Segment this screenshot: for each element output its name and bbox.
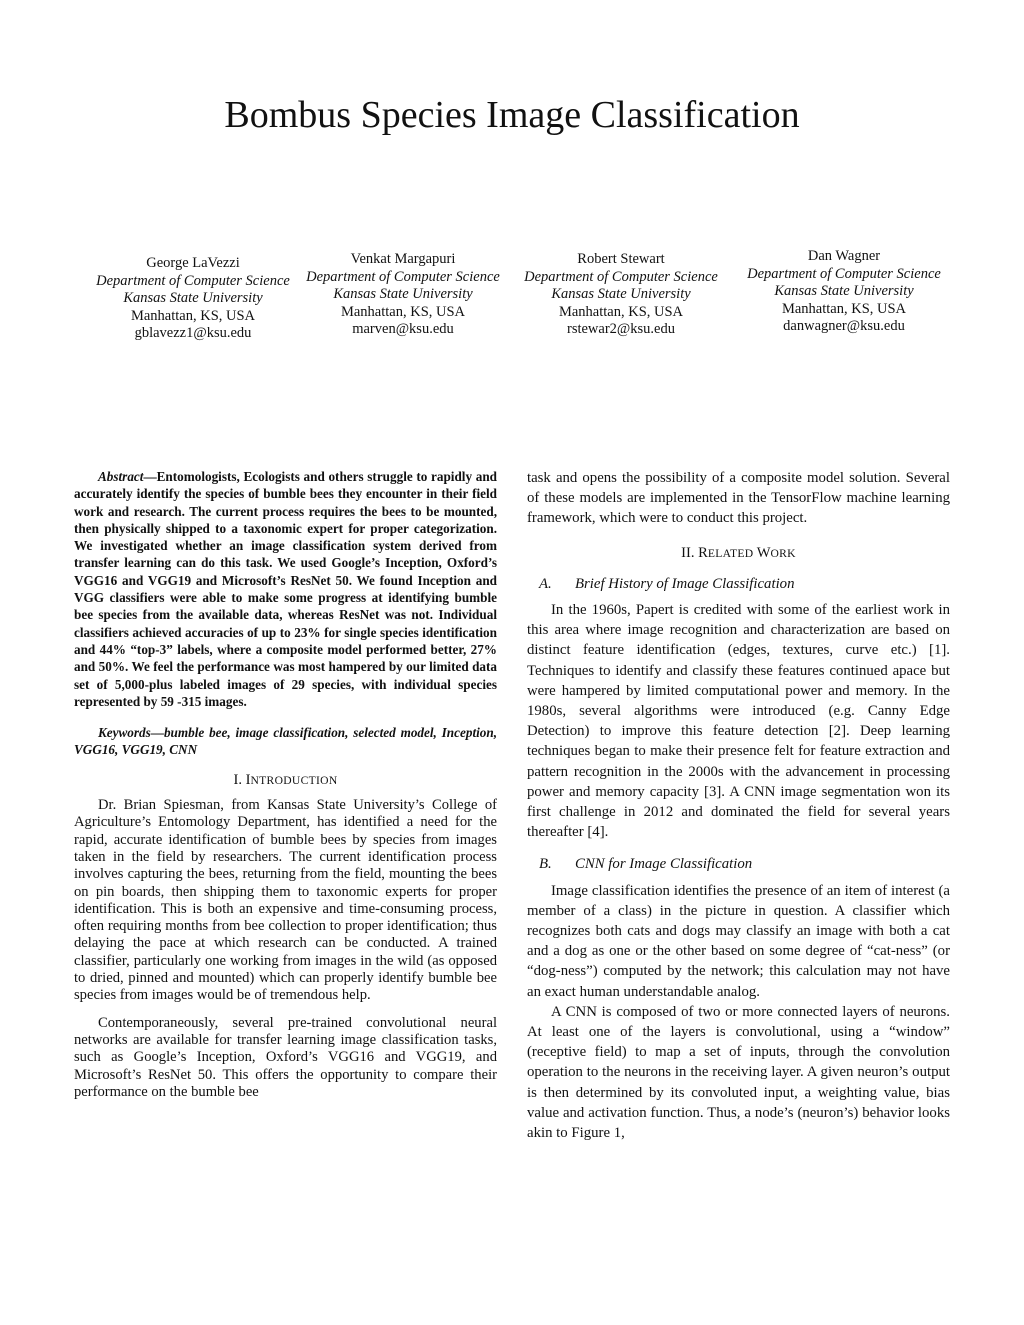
author-dept: Department of Computer Science	[306, 268, 500, 285]
author-location: Manhattan, KS, USA	[130, 307, 256, 324]
author-name: George LaVezzi	[146, 255, 240, 271]
author-block-1	[83, 255, 303, 343]
left-column	[74, 468, 497, 1101]
author-dept: Department of Computer Science	[524, 268, 718, 285]
intro-paragraph-1: Dr. Brian Spiesman, from Kansas State University’s College of Agriculture’s Entomology Department, has identified a need for the rapid, accurate identification of bumble bees by species from images taken in the field by researchers. The current identification process involves capturing the bees, returning from the field, mounting the bees on pin boards, then shipping them to taxonomic experts for proper identification. This is both an expensive and time-consuming process, often requiring months from bee collection to proper identification; thus delaying the pace at which research can be conducted. A trained classifier, particularly one working from images in the wild (as opposed to dried, pinned and mounted) which can properly identify bumble bee species from images would be of tremendous help.	[74, 797, 497, 1004]
subsection-title: Brief History of Image Classification	[575, 575, 795, 592]
keywords: Keywords—bumble bee, image classification, selected model, Inception, VGG16, VGG19, CNN	[74, 725, 497, 758]
author-univ: Kansas State University	[774, 283, 914, 299]
section-number: II.	[681, 544, 695, 561]
section-heading-introduction	[74, 772, 497, 789]
author-univ: Kansas State University	[551, 286, 691, 302]
author-name: Venkat Margapuri	[350, 251, 456, 267]
author-email[interactable]: danwagner@ksu.edu	[783, 318, 905, 334]
intro-continuation: task and opens the possibility of a composite model solution. Several of these models are implemented in the TensorFlow machine learning framework, which were to conduct this project.	[527, 470, 950, 527]
author-block-3	[521, 251, 721, 339]
author-block-2	[303, 251, 503, 339]
section-heading-related-work	[527, 543, 950, 564]
cnn-paragraph-1: Image classification identifies the presence of an item of interest (a member of a class) in the picture in question. A classifier which recognizes both cats and dogs may classify an image with both a cat and a dog as one or the other based on some degree of “cat-ness” (or “dog-ness”) computed by the network; this calculation may not have an exact human understandable analog.	[527, 882, 950, 1000]
author-block-4	[738, 248, 950, 336]
author-univ: Kansas State University	[333, 286, 473, 302]
author-location: Manhattan, KS, USA	[340, 303, 466, 320]
related-paragraph-1: In the 1960s, Papert is credited with some of the earliest work in this area where image recognition and characterization are based on distinct feature identification (edges, textures, curve etc.) [1]. Techniques to identify and classify these features continued apace but were hampered by limited computational power and memory. In the 1980s, several algorithms were introduced (e.g. Canny Edge Detection) to improve this feature detection [2]. Deep learning techniques began to make their presence felt for feature extraction and pattern recognition in the 2000s with the advancement in processing power and memory capacity [3]. A CNN image segmentation won its first challenge in 2012 and dominated the field for several years thereafter [4].	[527, 602, 950, 841]
section-title-rest: NTRODUCTION	[250, 773, 338, 787]
section-title-initial: I	[245, 771, 251, 788]
author-name: Robert Stewart	[577, 251, 665, 267]
subsection-heading-a	[527, 574, 950, 594]
author-dept: Department of Computer Science	[96, 272, 290, 289]
right-column	[527, 468, 950, 1143]
paper-title: Bombus Species Image Classification	[224, 94, 800, 136]
section-title-rest: ELATED	[707, 546, 757, 560]
author-univ: Kansas State University	[123, 290, 263, 306]
author-name: Dan Wagner	[807, 248, 881, 264]
author-email[interactable]: rstewar2@ksu.edu	[567, 321, 675, 337]
subsection-title: CNN for Image Classification	[575, 856, 753, 873]
section-title-initial: R	[698, 544, 708, 561]
intro-paragraph-2: Contemporaneously, several pre-trained convolutional neural networks are available for transfer learning image classification tasks, such as Google’s Inception, Oxford’s VGG16 and VGG19, and Microsoft’s ResNet 50. This offers the opportunity to compare their performance on the bumble bee	[74, 1014, 497, 1100]
subsection-label: A.	[539, 575, 552, 592]
author-dept: Department of Computer Science	[747, 265, 941, 282]
section-number: I.	[233, 771, 242, 788]
section-title-initial: W	[756, 544, 771, 561]
author-location: Manhattan, KS, USA	[558, 303, 684, 320]
abstract-label: Abstract	[98, 469, 144, 484]
author-email[interactable]: gblavezz1@ksu.edu	[134, 325, 252, 341]
author-email[interactable]: marven@ksu.edu	[352, 321, 454, 337]
abstract	[74, 468, 497, 710]
subsection-heading-b	[527, 854, 950, 874]
subsection-label: B.	[539, 856, 552, 873]
section-title-rest: ORK	[770, 546, 796, 560]
author-location: Manhattan, KS, USA	[781, 300, 907, 317]
cnn-paragraph-2: A CNN is composed of two or more connected layers of neurons. At least one of the layers is convolutional, using a “window” (receptive field) to map a set of inputs, through the convolution operation to the neurons in the receiving layer. A given neuron’s output is then determined by its convoluted input, a weighting value, bias value and activation function. Thus, a node’s (neuron’s) behavior looks akin to Figure 1,	[527, 1003, 950, 1142]
abstract-text: —Entomologists, Ecologists and others struggle to rapidly and accurately identify the species of bumble bees they encounter in their field work and research. The current process requires the bees to be mounted, then physically shipped to a taxonomic expert for proper categorization. We investigated whether an image classification system derived from transfer learning can do this task. We used Google’s Inception, Oxford’s VGG16 and VGG19 and Microsoft’s ResNet 50. We found Inception and VGG classifiers were able to make some progress at identifying bumble bee species from the available data, whereas ResNet was not. Individual classifiers achieved accuracies of up to 23% for single species identification and 44% “top-3” labels, where a composite model performed better, 27% and 50%. We feel the performance was most hampered by our limited data set of 5,000-plus labeled images of 29 species, with individual species represented by 59 -315 images.	[74, 469, 497, 709]
